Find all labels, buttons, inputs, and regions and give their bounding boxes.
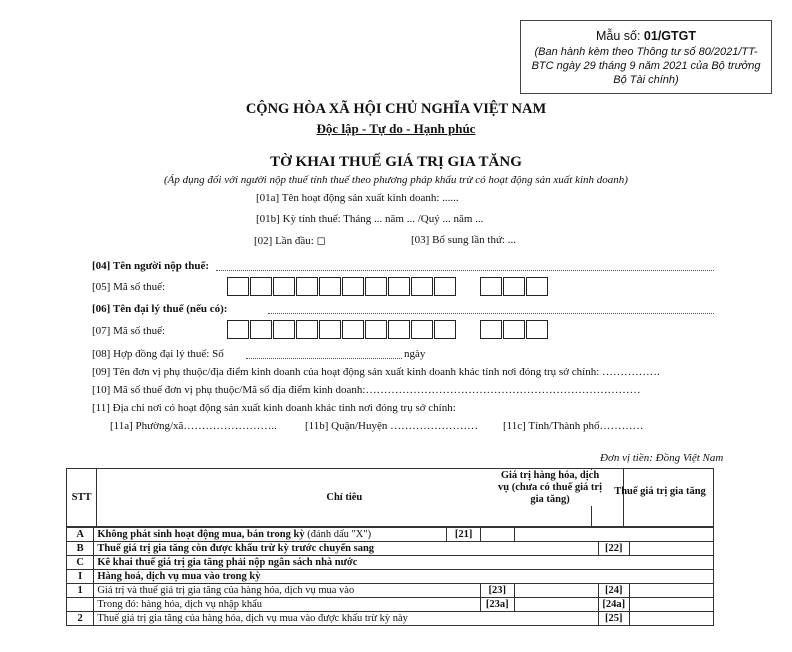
motto: Độc lập - Tự do - Hạnh phúc — [316, 121, 476, 136]
row-stt: B — [67, 542, 94, 556]
table-row — [67, 528, 714, 542]
digit-box[interactable] — [503, 320, 525, 339]
value-23a[interactable] — [514, 598, 598, 612]
row-label: Giá trị và thuế giá trị gia tăng của hàng hóa, dịch vụ mua vào — [94, 584, 481, 598]
row-label: Thuế giá trị gia tăng của hàng hóa, dịch vụ mua vào được khấu trừ kỳ này — [94, 612, 598, 626]
digit-box[interactable] — [250, 277, 272, 296]
digit-box[interactable] — [296, 320, 318, 339]
row-stt: 2 — [67, 612, 94, 626]
value-24[interactable] — [629, 584, 713, 598]
header-indicator: Chỉ tiêu — [97, 469, 592, 527]
field-08-number-input[interactable] — [246, 348, 402, 359]
form-number-box — [520, 20, 772, 94]
form-title: TỜ KHAI THUẾ GIÁ TRỊ GIA TĂNG — [270, 154, 522, 170]
form-number — [521, 29, 771, 43]
table-row — [67, 598, 714, 612]
digit-box[interactable] — [526, 277, 548, 296]
digit-box[interactable] — [503, 277, 525, 296]
field-08-date-label: ngày — [404, 348, 426, 360]
value-25[interactable] — [629, 612, 713, 626]
digit-box[interactable] — [480, 277, 502, 296]
row-stt: A — [67, 528, 94, 542]
row-stt: C — [67, 556, 94, 570]
digit-box[interactable] — [273, 277, 295, 296]
field-11b[interactable]: [11b] Quận/Huyện …………………… — [305, 420, 479, 432]
digit-box[interactable] — [342, 277, 364, 296]
row-code: [23a] — [480, 598, 514, 612]
digit-box[interactable] — [227, 277, 249, 296]
field-10[interactable]: [10] Mã số thuế đơn vị phụ thuộc/Mã số địa điểm kinh doanh:………………………………………………………………… — [92, 384, 641, 396]
row-stt: I — [67, 570, 94, 584]
header-vat-label: Thuế giá trị gia tăng — [614, 486, 706, 497]
tax-id-suffix-boxes-07[interactable] — [480, 320, 549, 339]
header-value-label: Giá trị hàng hóa, dịch vụ (chưa có thuế giá trị gia tăng) — [495, 470, 605, 506]
row-empty — [514, 528, 713, 542]
checkbox-21[interactable] — [480, 528, 514, 542]
table-row — [67, 612, 714, 626]
row-stt: 1 — [67, 584, 94, 598]
form-subtitle: (Áp dụng đối với người nộp thuế tính thuế theo phương pháp khấu trừ có hoạt động sản xuất kinh doanh) — [164, 174, 628, 186]
digit-box[interactable] — [388, 320, 410, 339]
row-code: [25] — [598, 612, 629, 626]
value-24a[interactable] — [629, 598, 713, 612]
digit-box[interactable] — [526, 320, 548, 339]
field-04-label: [04] Tên người nộp thuế: — [92, 260, 210, 272]
digit-box[interactable] — [296, 277, 318, 296]
row-code: [24a] — [598, 598, 629, 612]
table-row — [67, 570, 714, 584]
digit-box[interactable] — [319, 277, 341, 296]
field-06-input[interactable] — [268, 303, 714, 314]
digit-box[interactable] — [434, 277, 456, 296]
field-01a[interactable]: [01a] Tên hoạt động sản xuất kinh doanh: ...... — [256, 192, 459, 204]
field-11: [11] Địa chỉ nơi có hoạt động sản xuất kinh doanh khác tỉnh nơi đóng trụ sở chính: — [92, 402, 456, 414]
row-label: Không phát sinh hoạt động mua, bán trong kỳ (đánh dấu "X") — [94, 528, 447, 542]
value-23[interactable] — [514, 584, 598, 598]
field-02-first-time[interactable]: [02] Lần đầu: ◻ — [254, 235, 326, 247]
digit-box[interactable] — [319, 320, 341, 339]
row-label: Trong đó: hàng hóa, dịch vụ nhập khẩu — [94, 598, 481, 612]
row-label: Hàng hoá, dịch vụ mua vào trong kỳ — [94, 570, 714, 584]
field-01b[interactable]: [01b] Kỳ tính thuế: Tháng ... năm ... /Quý ... năm ... — [256, 213, 484, 225]
table-row — [67, 542, 714, 556]
digit-box[interactable] — [411, 320, 433, 339]
field-11a[interactable]: [11a] Phường/xã…………………….. — [110, 420, 277, 432]
table-row — [67, 584, 714, 598]
digit-box[interactable] — [434, 320, 456, 339]
field-04-input[interactable] — [216, 260, 714, 271]
field-06-label: [06] Tên đại lý thuế (nếu có): — [92, 303, 228, 315]
tax-id-boxes-05[interactable] — [227, 277, 457, 296]
digit-box[interactable] — [365, 320, 387, 339]
digit-box[interactable] — [411, 277, 433, 296]
tax-id-suffix-boxes-05[interactable] — [480, 277, 549, 296]
row-stt — [67, 598, 94, 612]
form-number-code: 01/GTGT — [643, 29, 697, 43]
digit-box[interactable] — [388, 277, 410, 296]
row-code: [24] — [598, 584, 629, 598]
field-07-label: [07] Mã số thuế: — [92, 325, 166, 337]
field-05-label: [05] Mã số thuế: — [92, 281, 166, 293]
row-label: Kê khai thuế giá trị gia tăng phải nộp ngân sách nhà nước — [94, 556, 714, 570]
digit-box[interactable] — [342, 320, 364, 339]
form-number-label: Mẫu số: — [595, 29, 641, 43]
value-22[interactable] — [629, 542, 713, 556]
tax-id-boxes-07[interactable] — [227, 320, 457, 339]
row-code: [22] — [598, 542, 629, 556]
vat-declaration-rows — [66, 527, 714, 626]
header-stt: STT — [67, 469, 97, 527]
digit-box[interactable] — [273, 320, 295, 339]
field-08-label: [08] Hợp đồng đại lý thuế: Số — [92, 348, 224, 360]
row-code: [21] — [447, 528, 481, 542]
field-03-supplement[interactable]: [03] Bổ sung lần thứ: ... — [411, 234, 516, 246]
country-name: CỘNG HÒA XÃ HỘI CHỦ NGHĨA VIỆT NAM — [245, 101, 547, 117]
digit-box[interactable] — [480, 320, 502, 339]
currency-note: Đơn vị tiền: Đồng Việt Nam — [600, 452, 724, 464]
field-09[interactable]: [09] Tên đơn vị phụ thuộc/địa điểm kinh doanh của hoạt động sản xuất kinh doanh khác tỉnh nơi đóng trụ sở chính: ……………. — [92, 366, 660, 378]
row-label: Thuế giá trị gia tăng còn được khấu trừ kỳ trước chuyển sang — [94, 542, 598, 556]
table-row — [67, 556, 714, 570]
form-issuance-note: (Ban hành kèm theo Thông tư số 80/2021/TT-BTC ngày 29 tháng 9 năm 2021 của Bộ trưởng Bộ Tài chính) — [531, 46, 761, 86]
digit-box[interactable] — [227, 320, 249, 339]
field-11c[interactable]: [11c] Tỉnh/Thành phố………… — [503, 420, 644, 432]
digit-box[interactable] — [250, 320, 272, 339]
row-code: [23] — [480, 584, 514, 598]
digit-box[interactable] — [365, 277, 387, 296]
